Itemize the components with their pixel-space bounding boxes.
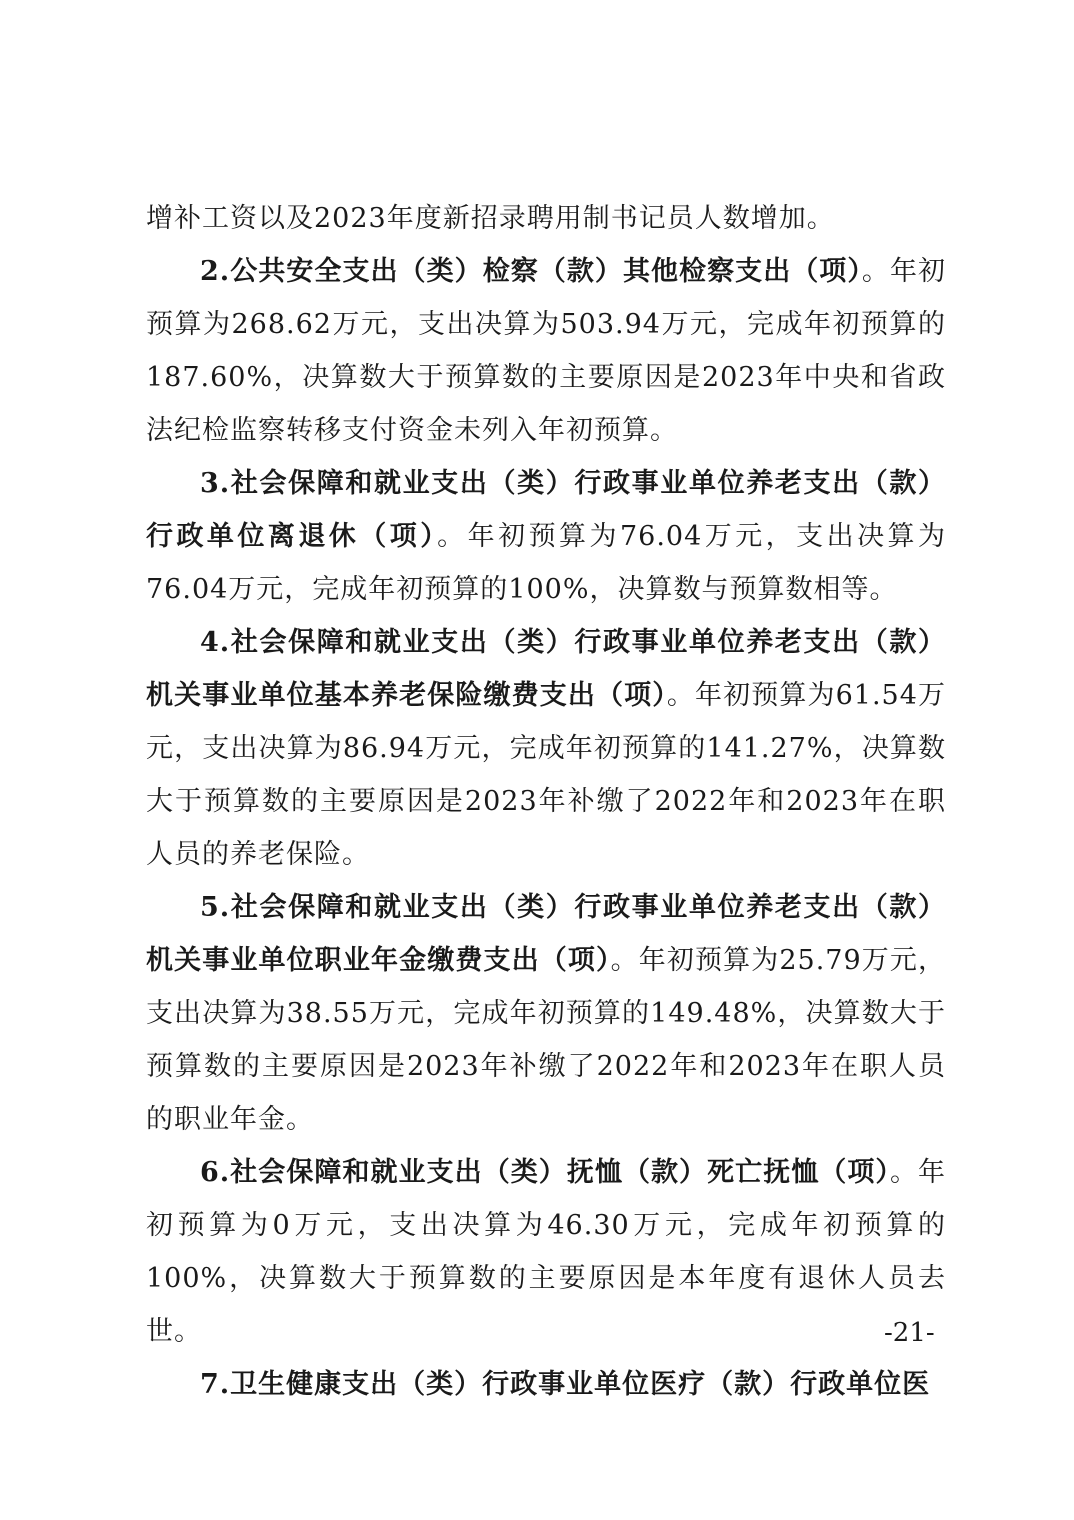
paragraph-1: [146, 192, 946, 245]
paragraph-1-body: 增补工资以及2023年度新招录聘用制书记员人数增加。: [146, 203, 835, 234]
document-page: [146, 192, 946, 1411]
paragraph-7: [146, 1358, 946, 1411]
paragraph-4-body: 。年初预算为61.54万元，支出决算为86.94万元，完成年初预算的141.27%，决算数大于预算数的主要原因是2023年补缴了2022年和2023年在职人员的养老保险。: [146, 680, 947, 870]
paragraph-2-body: 。年初预算为268.62万元，支出决算为503.94万元，完成年初预算的187.60%，决算数大于预算数的主要原因是2023年中央和省政法纪检监察转移支付资金未列入年初预算。: [146, 256, 947, 446]
paragraph-2-heading: 2.公共安全支出（类）检察（款）其他检察支出（项）: [200, 256, 862, 287]
paragraph-5-heading: 5.社会保障和就业支出（类）行政事业单位养老支出（款）机关事业单位职业年金缴费支出（项）: [146, 892, 946, 976]
paragraph-4-heading: 4.社会保障和就业支出（类）行政事业单位养老支出（款）机关事业单位基本养老保险缴费支出（项）: [146, 627, 946, 711]
paragraph-6-heading: 6.社会保障和就业支出（类）抚恤（款）死亡抚恤（项）: [200, 1157, 890, 1188]
paragraph-2: [146, 245, 946, 457]
paragraph-3-body: 。年初预算为76.04万元，支出决算为76.04万元，完成年初预算的100%，决算数与预算数相等。: [146, 521, 947, 605]
paragraph-5-body: 。年初预算为25.79万元，支出决算为38.55万元，完成年初预算的149.48%，决算数大于预算数的主要原因是2023年补缴了2022年和2023年在职人员的职业年金。: [146, 945, 946, 1135]
page-number: -21-: [884, 1318, 935, 1348]
paragraph-3: [146, 457, 946, 616]
paragraph-7-heading: 7.卫生健康支出（类）行政事业单位医疗（款）行政单位医: [200, 1369, 931, 1400]
paragraph-6: [146, 1146, 946, 1358]
paragraph-6-body: 。年初预算为0万元，支出决算为46.30万元，完成年初预算的100%，决算数大于预算数的主要原因是本年度有退休人员去世。: [146, 1157, 947, 1347]
paragraph-3-heading: 3.社会保障和就业支出（类）行政事业单位养老支出（款）行政单位离退休（项）: [146, 468, 946, 552]
paragraph-4: [146, 616, 946, 881]
paragraph-5: [146, 881, 946, 1146]
